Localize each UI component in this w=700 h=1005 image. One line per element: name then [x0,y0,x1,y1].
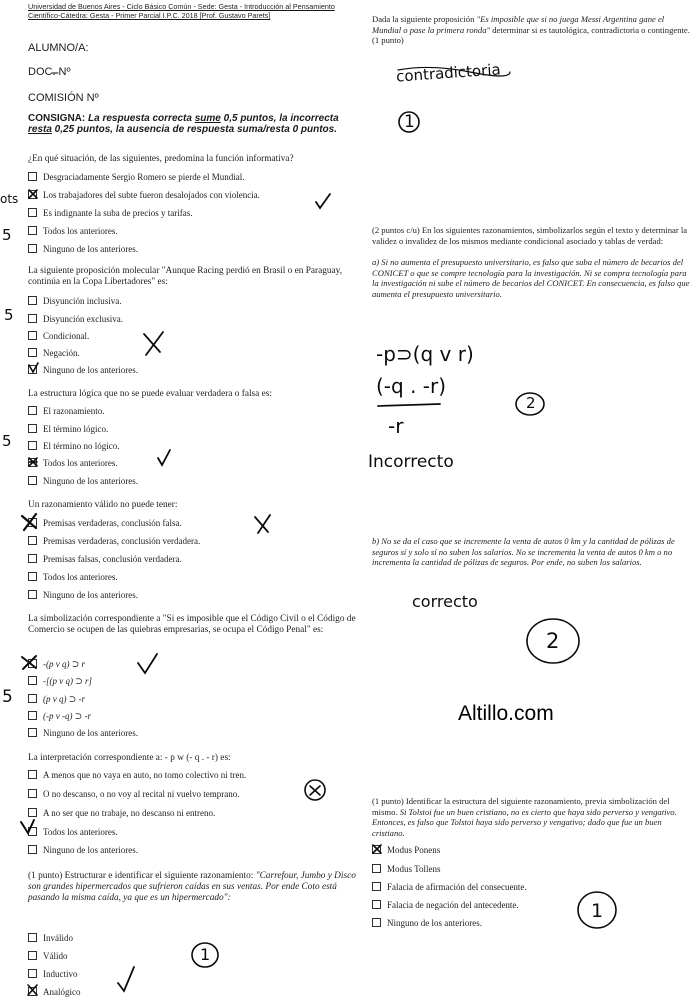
checkbox[interactable] [28,172,37,181]
q5-option[interactable]: (-p v -q) ⊃ -r [28,711,91,722]
q2-option[interactable]: Disyunción inclusiva. [28,296,122,307]
r1-text: Dada la siguiente proposición "Es imposible que si no juega Messi Argentina gane el Mundial o pase la primera ronda" determinar si es tautológica, contradictoria o contingente. (1 punto) [372,14,690,45]
handwritten-answer: contradictoria [395,60,502,86]
q1-option[interactable]: Es indignante la suba de precios y tarifas. [28,208,192,219]
q2-text: La siguiente proposición molecular "Aunque Racing perdió en Brasil o en Paraguay, continúa en la Copa Libertadores" es: [28,266,343,287]
q4-option[interactable]: Premisas verdaderas, conclusión falsa. [28,518,182,529]
alumno-field: ALUMNO/A: [28,42,89,54]
q4-text: Un razonamiento válido no puede tener: [28,500,178,510]
exam-header [28,2,363,20]
q2-option[interactable]: Condicional. [28,331,89,342]
score-circle [305,780,325,800]
tick-mark [316,194,330,208]
checkbox[interactable] [372,900,381,909]
checkbox[interactable] [28,659,37,668]
r3-option[interactable]: Modus Tollens [372,864,440,875]
q4-option[interactable]: Ninguno de los anteriores. [28,590,138,601]
checkbox[interactable] [28,424,37,433]
checkbox[interactable] [28,694,37,703]
handwritten-score: 1 [591,900,604,922]
watermark: Altillo.com [458,702,554,725]
handwritten-score: 2 [546,629,560,653]
q6-option[interactable]: O no descanso, o no voy al recital ni vuelvo temprano. [28,789,239,800]
checkbox[interactable] [28,951,37,960]
q6-option[interactable]: A no ser que no trabaje, no descanso ni entreno. [28,808,215,819]
q2-option[interactable]: Ninguno de los anteriores. [28,365,138,376]
checkbox[interactable] [28,518,37,527]
handwritten-answer: correcto [412,592,478,611]
fraction-line [378,404,440,406]
q2-option[interactable]: Disyunción exclusiva. [28,314,123,325]
checkbox[interactable] [372,918,381,927]
checkbox[interactable] [28,987,37,996]
r3-option[interactable]: Ninguno de los anteriores. [372,918,482,929]
checkbox[interactable] [28,226,37,235]
checkbox[interactable] [28,770,37,779]
checkbox[interactable] [28,845,37,854]
margin-note: ots [0,192,19,206]
q7-option[interactable]: Válido [28,951,68,962]
checkbox[interactable] [28,536,37,545]
checkbox[interactable] [28,331,37,340]
margin-note: 5 [2,687,13,707]
score-circle [310,786,320,795]
handwritten-answer: Incorrecto [368,452,454,472]
checkbox[interactable] [28,296,37,305]
q4-option[interactable]: Premisas falsas, conclusión verdadera. [28,554,182,565]
q1-text: ¿En qué situación, de las siguientes, predomina la función informativa? [28,154,294,164]
checkbox[interactable] [28,572,37,581]
q5-option[interactable]: Ninguno de los anteriores. [28,728,138,739]
q5-option[interactable]: -[(p v q) ⊃ r] [28,676,92,687]
checkbox[interactable] [28,933,37,942]
header-line-1: Universidad de Buenos Aires - Ciclo Básico Común - Sede: Gesta - Introducción al Pensamiento [28,2,335,11]
margin-note: 5 [4,306,14,324]
checkbox[interactable] [28,827,37,836]
q3-option[interactable]: Todos los anteriores. [28,458,118,469]
checkbox[interactable] [28,441,37,450]
checkbox[interactable] [28,554,37,563]
q6-option[interactable]: Ninguno de los anteriores. [28,845,138,856]
r3-text: (1 punto) Identificar la estructura del siguiente razonamiento, previa simbolización del mismo. Si Tolstoi fue un buen cristiano, no es cierto que haya sido perverso y vengativo. Entonces, es falso que Tolstoi haya sido perverso y vengativo; dado que fue un buen cristiano. [372,796,677,838]
checkbox[interactable] [28,348,37,357]
checkbox[interactable] [28,244,37,253]
checkbox[interactable] [372,882,381,891]
q1-option[interactable]: Ninguno de los anteriores. [28,244,138,255]
handwritten-formula: -r [388,414,404,438]
checkbox[interactable] [28,728,37,737]
r3-option[interactable]: Modus Ponens [372,845,440,856]
q3-option[interactable]: El término lógico. [28,424,108,435]
checkbox[interactable] [28,969,37,978]
q3-option[interactable]: Ninguno de los anteriores. [28,476,138,487]
q5-option[interactable]: (p v q) ⊃ -r [28,694,85,705]
checkbox[interactable] [372,845,381,854]
handwritten-score: 2 [526,394,536,412]
q6-text: La interpretación correspondiente a: - p w (- q . - r) es: [28,753,231,763]
checkbox[interactable] [28,590,37,599]
cross-mark [255,515,270,533]
r3-option[interactable]: Falacia de negación del antecedente. [372,900,519,911]
doc-field: DOC. Nº [28,66,71,78]
checkbox[interactable] [372,864,381,873]
handwritten-formula: -p⊃(q v r) [376,342,474,366]
q7-text: (1 punto) Estructurar e identificar el siguiente razonamiento: "Carrefour, Jumbo y Disco son grandes hipermercados que sufrieron caídas en sus ventas. Por ende Coto está pasando la misma caída, ya que es un hipermercado": [28,871,356,903]
q3-option[interactable]: El razonamiento. [28,406,104,417]
checkbox[interactable] [28,208,37,217]
q4-option[interactable]: Todos los anteriores. [28,572,118,583]
handwritten-score: 1 [404,112,415,132]
q5-option[interactable]: -(p v q) ⊃ r [28,659,85,670]
q2-option[interactable]: Negación. [28,348,80,359]
r2-b-text: b) No se da el caso que se incremente la venta de autos 0 km y la cantidad de pólizas de seguros sí y solo sí no suben los salarios. No se incrementa la venta de autos 0 km o no incrementa la cantidad de pólizas de seguros. Por ende, no suben los salarios. [372,536,675,567]
checkbox[interactable] [28,190,37,199]
q1-option[interactable]: Los trabajadores del subte fueron desalojados con violencia. [28,190,260,201]
checkbox[interactable] [28,676,37,685]
r2-a-text: a) Si no aumenta el presupuesto universitario, es falso que suba el número de becarios del CONICET o que se compre tecnología para la investigación. Ni se compra tecnología para la investigación ni sube el número de becarios del CONICET. En consecuencia, es falso que aumenta el presupuesto universitario. [372,257,690,299]
checkbox[interactable] [28,711,37,720]
q3-text: La estructura lógica que no se puede evaluar verdadera o falsa es: [28,389,272,399]
r3-option[interactable]: Falacia de afirmación del consecuente. [372,882,527,893]
comision-field: COMISIÓN Nº [28,92,99,104]
margin-note: 5 [2,226,12,244]
handwritten-formula: (-q . -r) [376,374,447,398]
q1-option[interactable]: Todos los anteriores. [28,226,118,237]
checkbox[interactable] [28,365,37,374]
q1-option[interactable]: Desgraciadamente Sergio Romero se pierde el Mundial. [28,172,245,183]
q5-text: La simbolización correspondiente a "Si es imposible que el Código Civil o el Código de Comercio se ocupen de las quiebras empresarias, se ocupa el Código Penal" es: [28,614,356,635]
checkbox[interactable] [28,789,37,798]
tick-mark [158,450,170,465]
consigna: CONSIGNA: La respuesta correcta sume 0,5 puntos, la incorrecta resta 0,25 puntos, la ausencia de respuesta suma/resta 0 puntos. [28,113,339,135]
checkbox[interactable] [28,406,37,415]
handwritten-score: 1 [200,945,211,964]
q7-option[interactable]: Inválido [28,933,73,944]
q7-option[interactable]: Inductivo [28,969,78,980]
checkbox[interactable] [28,458,37,467]
header-line-2: Científico-Cátedra: Gesta - Primer Parcial I.P.C. 2018 [Prof. Gustavo Parets] [28,11,271,20]
q4-option[interactable]: Premisas verdaderas, conclusión verdadera. [28,536,200,547]
checkbox[interactable] [28,314,37,323]
checkbox[interactable] [28,476,37,485]
q6-option[interactable]: A menos que no vaya en auto, no tomo colectivo ni tren. [28,770,246,781]
q3-option[interactable]: El término no lógico. [28,441,120,452]
checkbox[interactable] [28,808,37,817]
margin-note: 5 [2,432,12,450]
q7-option[interactable]: Analógico [28,987,81,998]
q6-option[interactable]: Todos los anteriores. [28,827,118,838]
tick-mark [138,654,157,673]
r2-text: (2 puntos c/u) En los siguientes razonamientos, simbolizarlos según el texto y determinar la validez o invalidez de los mismos mediante condicional asociado y tablas de verdad: [372,225,688,246]
cross-mark [144,332,163,355]
tick-mark [118,967,134,991]
